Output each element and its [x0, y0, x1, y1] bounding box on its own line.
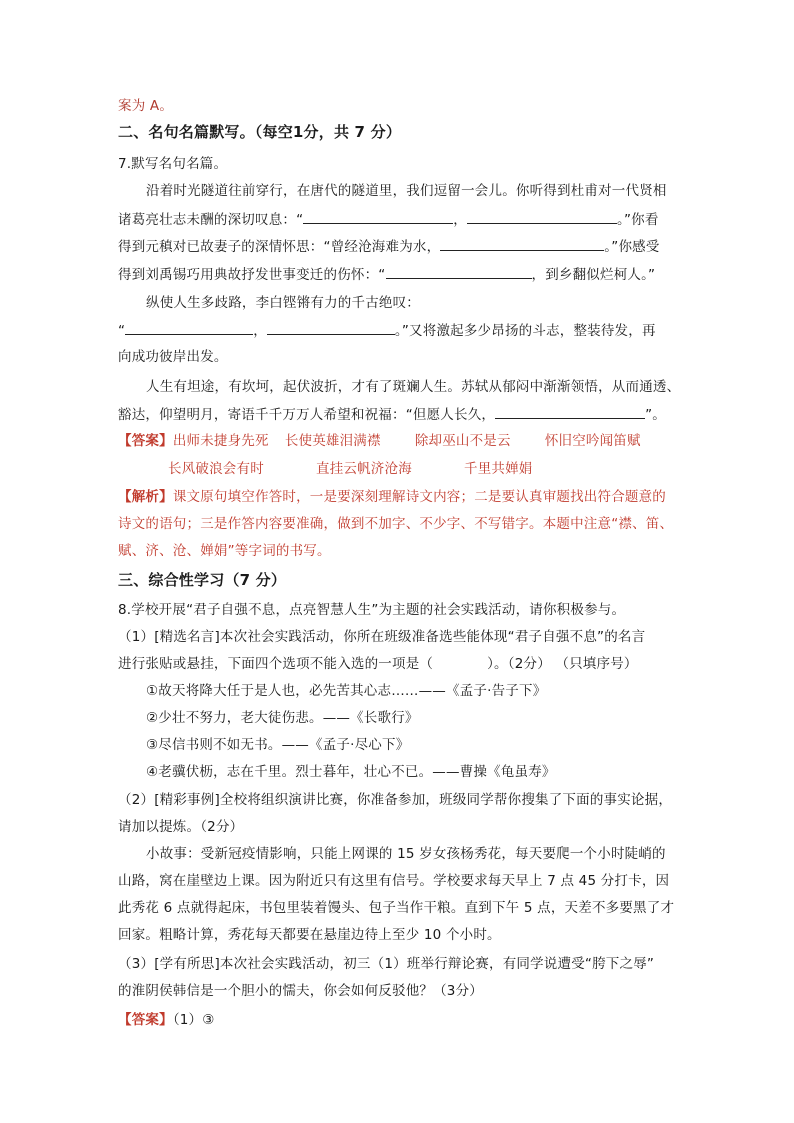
q8-part-3-line-2: 的淮阴侯韩信是一个胆小的懦夫，你会如何反驳他？（3分）: [118, 983, 483, 999]
answer-value: （1）③: [172, 1012, 215, 1028]
q7-answer-row-1: [118, 431, 678, 451]
q7-paragraph-2-line-1: 纵使人生多歧路，李白铿锵有力的千古绝叹：: [146, 295, 420, 311]
story-line-1: 小故事：受新冠疫情影响，只能上网课的 15 岁女孩杨秀花，每天要爬一个小时陡峭的: [146, 846, 666, 862]
fill-blank: [467, 209, 617, 224]
prev-answer-tail: 案为 A。: [118, 98, 174, 114]
analysis-text: 课文原句填空作答时，一是要深刻理解诗文内容；二是要认真审题找出符合题意的: [172, 489, 667, 505]
q7-paragraph-1-line-2: [118, 209, 678, 230]
story-line-4: 回家。粗略计算，秀花每天都要在悬崖边待上至少 10 个小时。: [118, 927, 501, 943]
fill-blank: [386, 264, 532, 279]
q7-paragraph-3-line-2: [118, 404, 678, 425]
question-8-stem: 8.学校开展“君子自强不息，点亮智慧人生”为主题的社会实践活动，请你积极参与。: [118, 602, 626, 618]
q7-paragraph-2-line-3: 向成功彼岸出发。: [118, 349, 228, 365]
fill-blank: [440, 236, 604, 251]
answer-item: 长使英雄泪满襟: [284, 433, 381, 449]
text-segment: “: [118, 323, 126, 339]
text-segment: ，到乡翻似烂柯人。”: [531, 267, 656, 283]
text-segment: 。”你感受: [604, 239, 660, 255]
q8-part-3-line-1: （3）[学有所思]本次社会实践活动，初三（1）班举行辩论赛，有同学说遭受“胯下之辱”: [118, 956, 655, 972]
q7-analysis-line-3: 赋、济、沧、婵娟”等字词的书写。: [118, 543, 331, 559]
q8-part-2-line-1: （2）[精彩事例]全校将组织演讲比赛，你准备参加，班级同学帮你搜集了下面的事实论据，: [118, 792, 673, 808]
q7-analysis-line-1: [118, 487, 678, 507]
fill-blank: [125, 320, 253, 335]
text-segment: 。”你看: [617, 212, 659, 228]
analysis-label: 【解析】: [118, 489, 173, 505]
q8-part-2-line-2: 请加以提炼。（2分）: [118, 819, 244, 835]
story-line-2: 山路，窝在崖壁边上课。因为附近只有这里有信号。学校要求每天早上 7 点 45 分打卡，因: [118, 873, 670, 889]
answer-item: 出师未捷身先死: [172, 433, 269, 449]
q7-paragraph-2-line-2: [118, 320, 678, 341]
answer-item: 除却巫山不是云: [414, 433, 511, 449]
option-1: ①故天将降大任于是人也，必先苦其心志……——《孟子·告子下》: [146, 683, 547, 699]
q7-analysis-line-2: 诗文的语句；三是作答内容要准确，做到不加字、不少字、不写错字。本题中注意“襟、笛、: [118, 516, 674, 532]
answer-item: 直挂云帆济沧海: [316, 461, 412, 477]
text-segment: 豁达，仰望明月，寄语千千万万人希望和祝福：“但愿人长久，: [118, 407, 496, 423]
option-2: ②少壮不努力，老大徒伤悲。——《长歌行》: [146, 710, 419, 726]
text-segment: ，: [253, 323, 267, 339]
text-segment: ”。: [645, 407, 666, 423]
answer-item: 怀旧空吟闻笛赋: [544, 433, 641, 449]
answer-item: 长风破浪会有时: [168, 461, 264, 477]
text-segment: ，: [453, 212, 467, 228]
q8-part-1-line-1: （1）[精选名言]本次社会实践活动，你所在班级准备选些能体现“君子自强不息”的名言: [118, 629, 646, 645]
text-segment: 诸葛亮壮志未酬的深切叹息：“: [118, 212, 304, 228]
fill-blank: [267, 320, 395, 335]
question-7-label: 7.默写名句名篇。: [118, 156, 228, 172]
q8-part-1-line-2: [118, 654, 678, 674]
text-segment: 得到刘禹锡巧用典故抒发世事变迁的伤怀：“: [118, 267, 386, 283]
q7-paragraph-3-line-1: 人生有坦途，有坎坷，起伏波折，才有了斑斓人生。苏轼从郁闷中渐渐领悟，从而通透、: [146, 379, 681, 395]
q7-paragraph-1-line-3: [118, 236, 678, 257]
option-4: ④老骥伏枥，志在千里。烈士暮年，壮心不已。——曹操《龟虽寿》: [146, 764, 556, 780]
q8-answer: [118, 1010, 678, 1030]
answer-label: 【答案】: [118, 1012, 173, 1028]
answer-item: 千里共婵娟: [464, 461, 533, 477]
q7-answer-row-2: [168, 459, 728, 479]
text-segment: 。”又将激起多少昂扬的斗志，整装待发，再: [394, 323, 656, 339]
fill-blank: [495, 404, 645, 419]
answer-label: 【答案】: [118, 433, 173, 449]
story-line-3: 此秀花 6 点就得起床，书包里装着馒头、包子当作干粮。直到下午 5 点，天差不多要黑了才: [118, 900, 675, 916]
q7-paragraph-1-line-1: 沿着时光隧道往前穿行，在唐代的隧道里，我们逗留一会儿。你听得到杜甫对一代贤相: [146, 183, 667, 199]
q7-paragraph-1-line-4: [118, 264, 678, 285]
text-segment: 得到元稹对已故妻子的深情怀思：“曾经沧海难为水，: [118, 239, 441, 255]
section-3-heading: 三、综合性学习（7 分）: [118, 571, 287, 589]
text-segment: ）。（2分） （只填序号）: [487, 656, 638, 672]
text-segment: 进行张贴或悬挂，下面四个选项不能入选的一项是（: [118, 656, 434, 672]
section-2-heading: 二、名句名篇默写。（每空1分，共 7 分）: [118, 123, 402, 141]
fill-blank: [303, 209, 453, 224]
option-3: ③尽信书则不如无书。——《孟子·尽心下》: [146, 737, 410, 753]
